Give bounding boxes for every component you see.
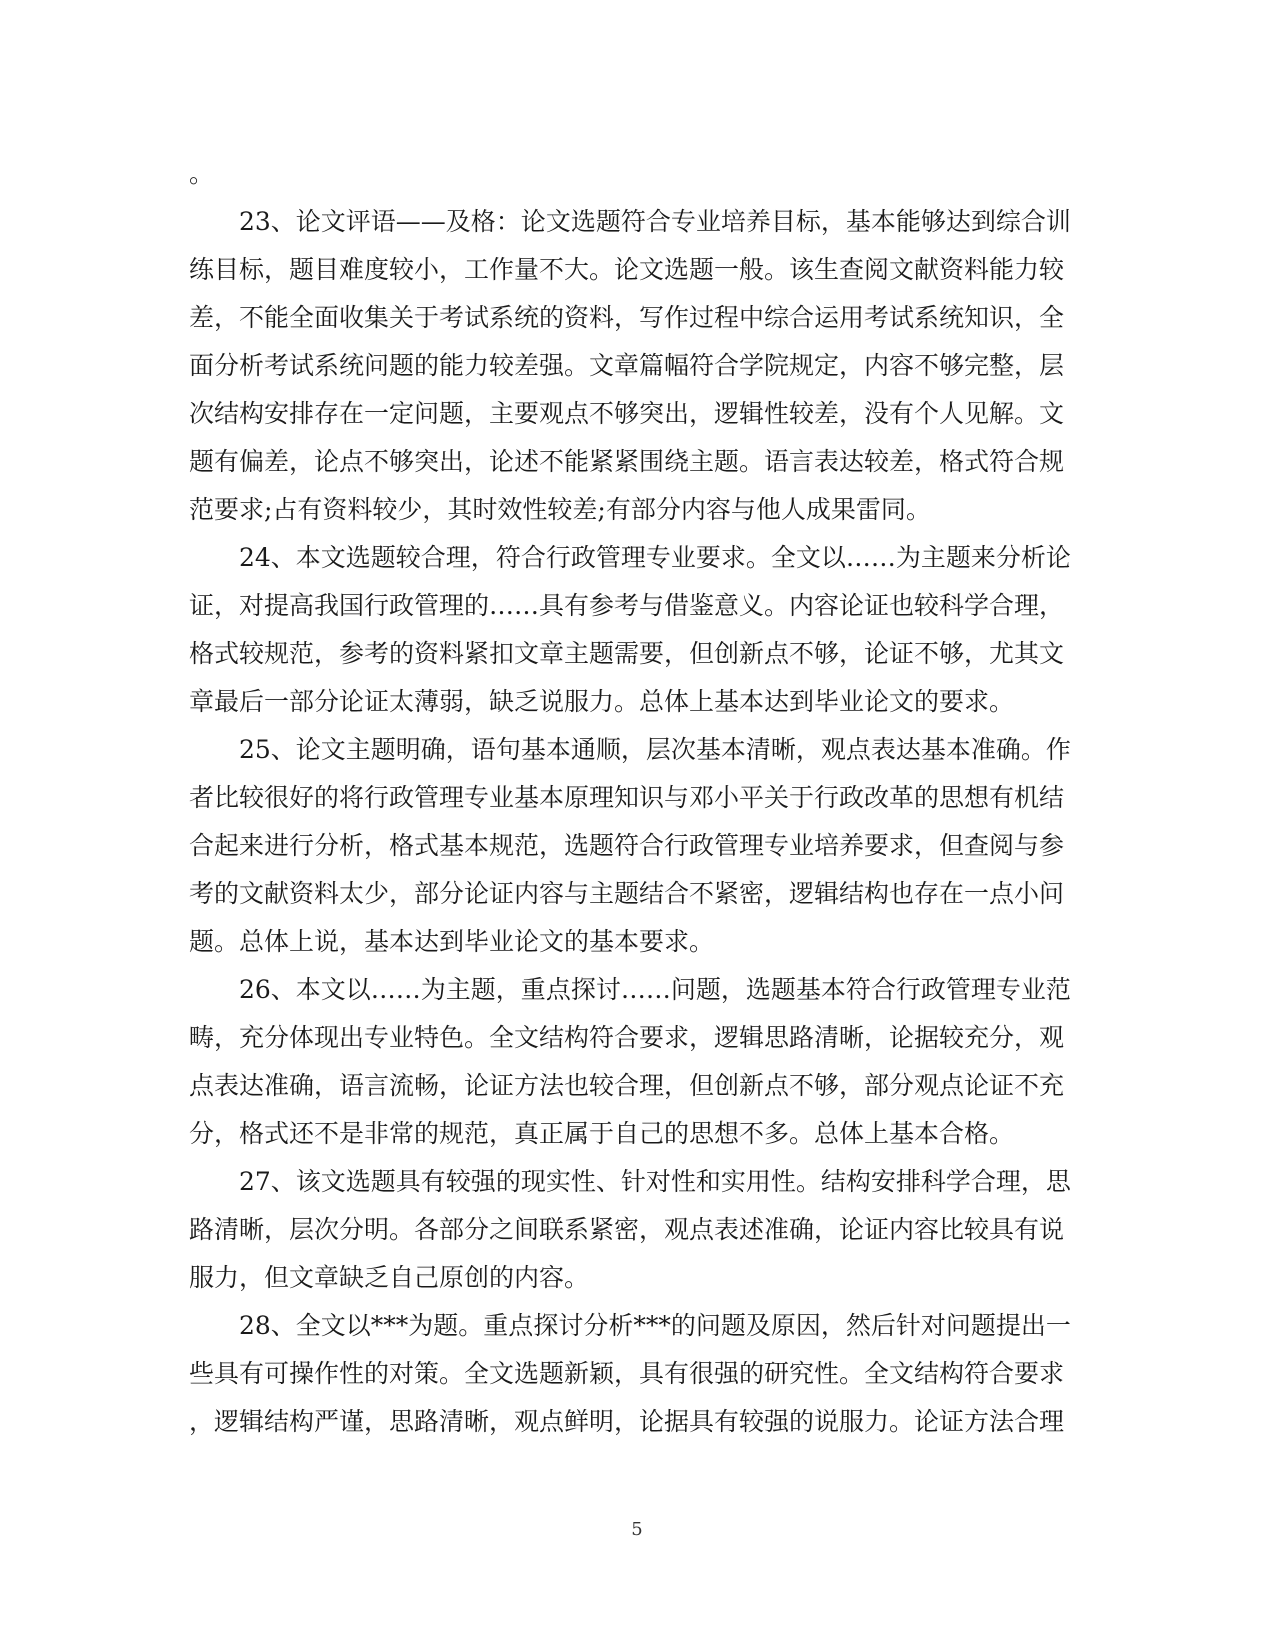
- text-line: 章最后一部分论证太薄弱，缺乏说服力。总体上基本达到毕业论文的要求。: [189, 687, 1015, 716]
- text-line: 练目标，题目难度较小，工作量不大。论文选题一般。该生查阅文献资料能力较: [189, 255, 1065, 284]
- text-line: 26、本文以……为主题，重点探讨……问题，选题基本符合行政管理专业范: [189, 975, 1071, 1004]
- text-line: 面分析考试系统问题的能力较差强。文章篇幅符合学院规定，内容不够完整，层: [189, 351, 1065, 380]
- text-line: 分，格式还不是非常的规范，真正属于自己的思想不多。总体上基本合格。: [189, 1119, 1015, 1148]
- text-line: 路清晰，层次分明。各部分之间联系紧密，观点表述准确，论证内容比较具有说: [189, 1215, 1065, 1244]
- text-line: 范要求;占有资料较少，其时效性较差;有部分内容与他人成果雷同。: [189, 495, 931, 524]
- text-line: 。: [189, 159, 215, 188]
- text-line: 格式较规范，参考的资料紧扣文章主题需要，但创新点不够，论证不够，尤其文: [189, 639, 1065, 668]
- text-line: 合起来进行分析，格式基本规范，选题符合行政管理专业培养要求，但查阅与参: [189, 831, 1065, 860]
- text-line: 些具有可操作性的对策。全文选题新颖，具有很强的研究性。全文结构符合要求: [189, 1359, 1065, 1388]
- text-line: 27、该文选题具有较强的现实性、针对性和实用性。结构安排科学合理，思: [189, 1167, 1071, 1196]
- text-line: ，逻辑结构严谨，思路清晰，观点鲜明，论据具有较强的说服力。论证方法合理: [189, 1407, 1065, 1436]
- text-line: 服力，但文章缺乏自己原创的内容。: [189, 1263, 590, 1292]
- text-line: 24、本文选题较合理，符合行政管理专业要求。全文以……为主题来分析论: [189, 543, 1071, 572]
- document-body: [189, 150, 1069, 1446]
- text-line: 考的文献资料太少，部分论证内容与主题结合不紧密，逻辑结构也存在一点小问: [189, 879, 1065, 908]
- text-line: 差，不能全面收集关于考试系统的资料，写作过程中综合运用考试系统知识，全: [189, 303, 1065, 332]
- text-line: 点表达准确，语言流畅，论证方法也较合理，但创新点不够，部分观点论证不充: [189, 1071, 1065, 1100]
- text-line: 题有偏差，论点不够突出，论述不能紧紧围绕主题。语言表达较差，格式符合规: [189, 447, 1065, 476]
- text-line: 题。总体上说，基本达到毕业论文的基本要求。: [189, 927, 715, 956]
- text-line: 证，对提高我国行政管理的……具有参考与借鉴意义。内容论证也较科学合理，: [189, 591, 1065, 620]
- text-line: 25、论文主题明确，语句基本通顺，层次基本清晰，观点表达基本准确。作: [189, 735, 1071, 764]
- text-line: 28、全文以***为题。重点探讨分析***的问题及原因，然后针对问题提出一: [189, 1311, 1071, 1340]
- page-number: 5: [631, 1519, 643, 1540]
- text-line: 次结构安排存在一定问题，主要观点不够突出，逻辑性较差，没有个人见解。文: [189, 399, 1065, 428]
- text-line: 者比较很好的将行政管理专业基本原理知识与邓小平关于行政改革的思想有机结: [189, 783, 1065, 812]
- text-line: 23、论文评语——及格：论文选题符合专业培养目标，基本能够达到综合训: [189, 207, 1071, 236]
- text-line: 畴，充分体现出专业特色。全文结构符合要求，逻辑思路清晰，论据较充分，观: [189, 1023, 1065, 1052]
